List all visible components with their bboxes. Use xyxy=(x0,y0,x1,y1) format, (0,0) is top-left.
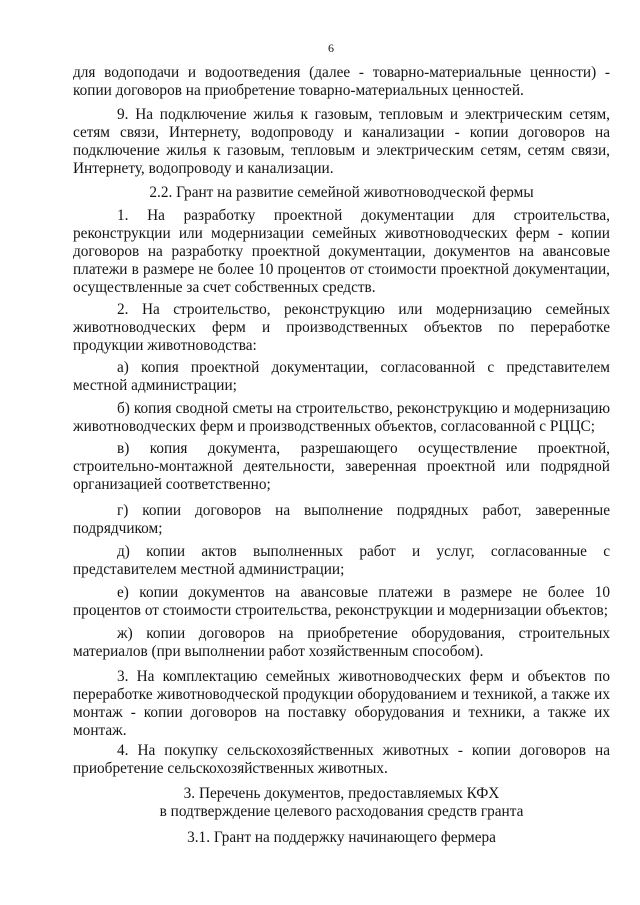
paragraph-subitem-zh: ж) копии договоров на приобретение оборудования, строительных материалов (при выполнении работ хозяйственным способом). xyxy=(73,625,610,660)
heading-section-3-1: 3.1. Грант на поддержку начинающего фермера xyxy=(187,829,496,846)
page-number: 6 xyxy=(328,41,334,55)
paragraph-subitem-v: в) копия документа, разрешающего осуществление проектной, строительно-монтажной деятельности, заверенная проектной или подрядной организацией соответственно; xyxy=(73,440,610,493)
heading-section-2-2: 2.2. Грант на развитие семейной животноводческой фермы xyxy=(149,184,534,201)
paragraph-subitem-e: е) копии документов на авансовые платежи в размере не более 10 процентов от стоимости строительства, реконструкции и модернизации объектов; xyxy=(73,584,610,619)
heading-section-3-line-2: в подтверждение целевого расходования средств гранта xyxy=(159,803,524,820)
paragraph-subitem-g: г) копии договоров на выполнение подрядных работ, заверенные подрядчиком; xyxy=(73,502,610,537)
heading-section-3-line-1: 3. Перечень документов, предоставляемых КФХ xyxy=(183,785,500,802)
paragraph-continuation: для водоподачи и водоотведения (далее - товарно-материальные ценности) - копии договоров на приобретение товарно-материальных ценностей. xyxy=(73,64,610,99)
paragraph-subitem-a: а) копия проектной документации, согласованной с представителем местной администрации; xyxy=(73,359,610,394)
paragraph-item-9: 9. На подключение жилья к газовым, тепловым и электрическим сетям, сетям связи, Интернету, водопроводу и канализации - копии договоров на подключение жилья к газовым, тепловым и электрическим сетям, сетям связи, Интернету, водопроводу и канализации. xyxy=(73,106,610,177)
paragraph-grant-item-4: 4. На покупку сельскохозяйственных животных - копии договоров на приобретение сельскохозяйственных животных. xyxy=(73,742,610,777)
paragraph-grant-item-1: 1. На разработку проектной документации для строительства, реконструкции или модернизации семейных животноводческих ферм - копии договоров на разработку проектной документации, документов на авансовые платежи в размере не более 10 процентов от стоимости проектной документации, осуществленные за счет собственных средств. xyxy=(73,207,610,296)
paragraph-subitem-d: д) копии актов выполненных работ и услуг, согласованные с представителем местной администрации; xyxy=(73,543,610,578)
paragraph-subitem-b: б) копия сводной сметы на строительство, реконструкцию и модернизацию животноводческих ферм и производственных объектов, согласованной с РЦЦС; xyxy=(73,400,610,435)
paragraph-grant-item-2: 2. На строительство, реконструкцию или модернизацию семейных животноводческих ферм и производственных объектов по переработке продукции животноводства: xyxy=(73,301,610,354)
paragraph-grant-item-3: 3. На комплектацию семейных животноводческих ферм и объектов по переработке животноводческой продукции оборудованием и техникой, а также их монтаж - копии договоров на поставку оборудования и техники, а также их монтаж. xyxy=(73,668,610,739)
